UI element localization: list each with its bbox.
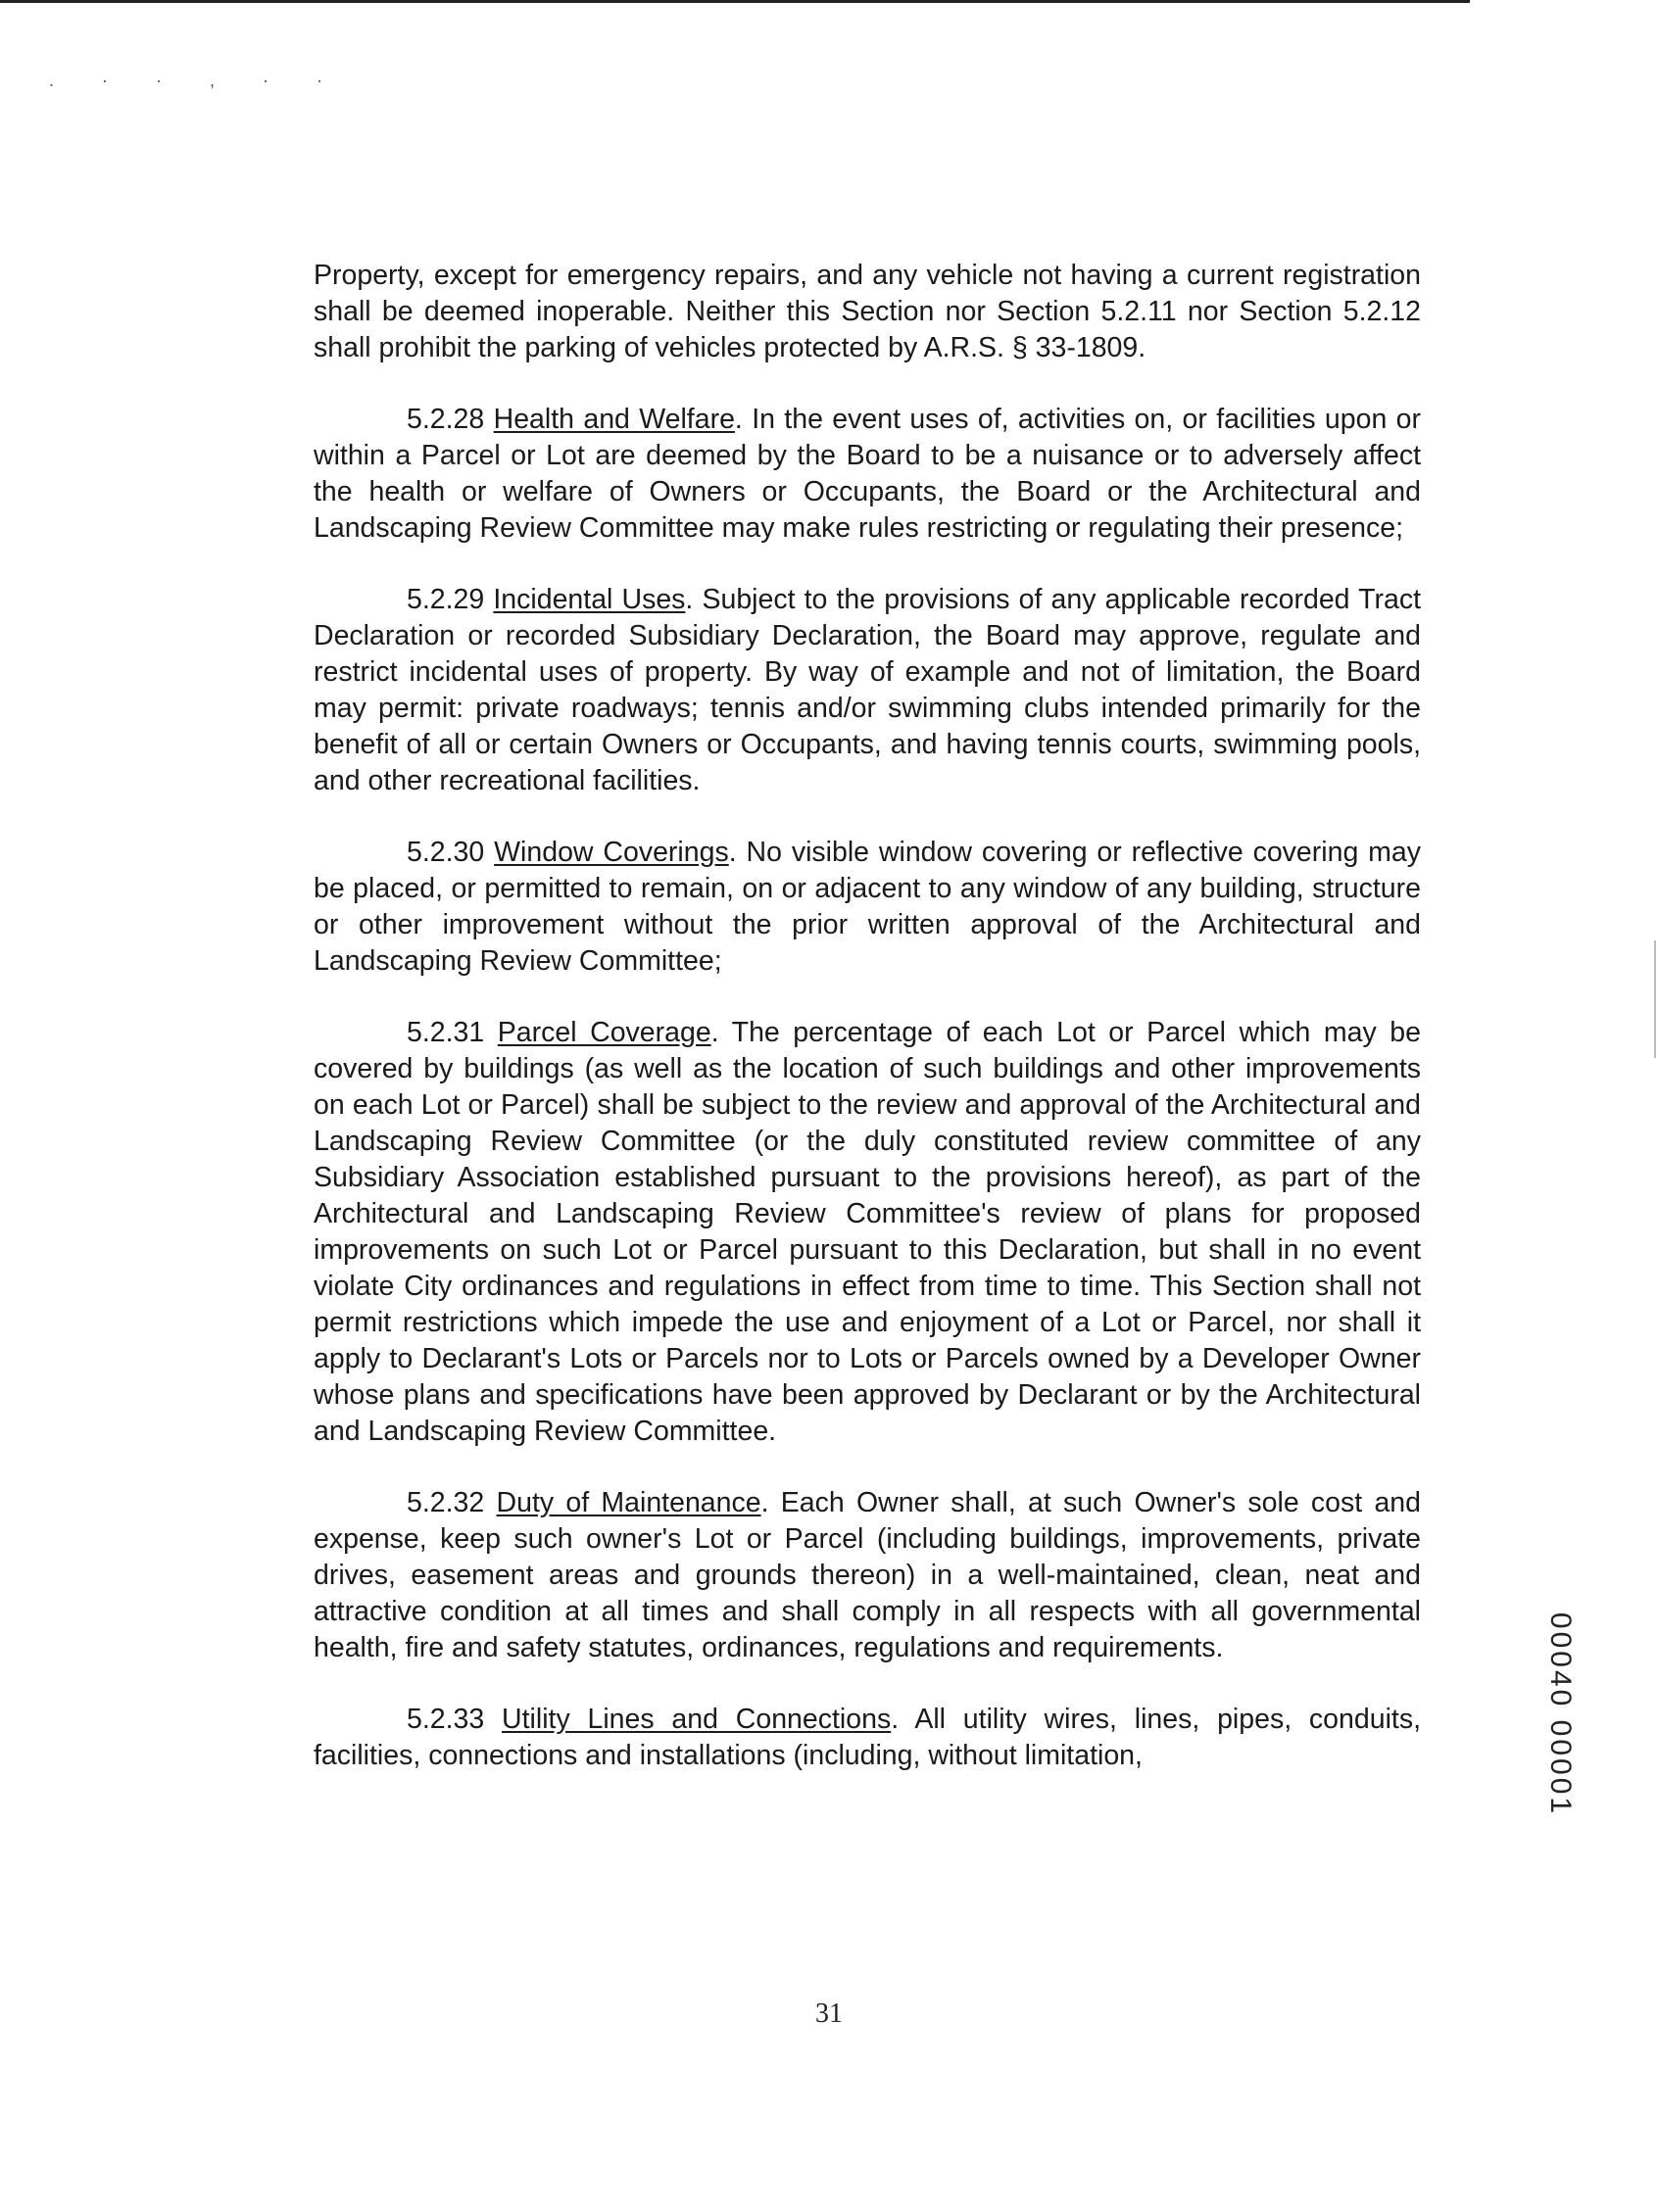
section-number: 5.2.28	[407, 404, 485, 435]
section-heading: Incidental Uses	[493, 584, 686, 615]
section-number: 5.2.31	[407, 1017, 485, 1048]
section-body: Each Owner shall, at such Owner's sole cost and expense, keep such owner's Lot or Parcel (including buildings, improvements, private drives, easement areas and grounds thereon) in a well-maintained, clean, neat and attractive condition at all times and shall comply in all respects with all governmental health, fire and safety statutes, ordinances, regulations and requirements.	[314, 1487, 1422, 1663]
page-number: 31	[815, 1998, 843, 2029]
scan-noise-marks: . · · , · ·	[49, 71, 344, 90]
section-heading: Parcel Coverage	[497, 1017, 711, 1048]
section-number: 5.2.29	[407, 584, 485, 615]
section-body: Subject to the provisions of any applicable recorded Tract Declaration or recorded Subsidiary Declaration, the Board may approve, regulate and restrict incidental uses of property. By way of example and not of limitation, the Board may permit: private roadways; tennis and/or swimming clubs intended primarily for the benefit of all or certain Owners or Occupants, and having tennis courts, swimming pools, and other recreational facilities.	[314, 584, 1421, 796]
section-heading: Duty of Maintenance	[496, 1487, 761, 1518]
scan-right-edge-mark	[1654, 940, 1656, 1058]
opening-paragraph: Property, except for emergency repairs, and any vehicle not having a current registration shall be deemed inoperable. Neither this Section nor Section 5.2.11 nor Section 5.2.12 shall prohibit the parking of vehicles protected by A.R.S. § 33-1809.	[314, 260, 1421, 363]
section-number: 5.2.32	[407, 1487, 485, 1518]
section-heading: Utility Lines and Connections	[502, 1704, 892, 1735]
recording-stamp	[1540, 1582, 1580, 1847]
section-body: In the event uses of, activities on, or facilities upon or within a Parcel or Lot are deemed by the Board to be a nuisance or to adversely affect the health or welfare of Owners or Occupants, the Board or the Architectural and Landscaping Review Committee may make rules restricting or regulating their presence;	[314, 404, 1421, 544]
section-5-2-28: 5.2.28 Health and Welfare. In the event uses of, activities on, or facilities upon or within a Parcel or Lot are deemed by the Board to be a nuisance or to adversely affect the health or welfare of Owners or Occupants, the Board or the Architectural and Landscaping Review Committee may make rules restricting or regulating their presence;	[314, 404, 1421, 544]
recording-stamp-text: 00040 00001	[1544, 1611, 1577, 1817]
section-5-2-30: 5.2.30 Window Coverings. No visible window covering or reflective covering may be placed, or permitted to remain, on or adjacent to any window of any building, structure or other improvement without the prior written approval of the Architectural and Landscaping Review Committee;	[314, 837, 1422, 977]
document-body	[314, 258, 1421, 1809]
section-body: All utility wires, lines, pipes, conduits, facilities, connections and installations (including, without limitation,	[314, 1704, 1421, 1771]
section-number: 5.2.30	[407, 837, 485, 868]
section-body: The percentage of each Lot or Parcel which may be covered by buildings (as well as the location of such buildings and other improvements on each Lot or Parcel) shall be subject to the review and approval of the Architectural and Landscaping Review Committee (or the duly constituted review committee of any Subsidiary Association established pursuant to the provisions hereof), as part of the Architectural and Landscaping Review Committee's review of plans for proposed improvements on such Lot or Parcel pursuant to this Declaration, but shall in no event violate City ordinances and regulations in effect from time to time. This Section shall not permit restrictions which impede the use and enjoyment of a Lot or Parcel, nor shall it apply to Declarant's Lots or Parcels nor to Lots or Parcels owned by a Developer Owner whose plans and specifications have been approved by Declarant or by the Architectural and Landscaping Review Committee.	[314, 1017, 1421, 1447]
section-heading: Health and Welfare	[493, 404, 735, 435]
section-number: 5.2.33	[407, 1704, 485, 1735]
scan-top-border	[0, 0, 1470, 3]
section-5-2-33: 5.2.33 Utility Lines and Connections. All utility wires, lines, pipes, conduits, facilities, connections and installations (including, without limitation,	[314, 1704, 1421, 1771]
section-heading: Window Coverings	[494, 837, 729, 868]
section-body: No visible window covering or reflective covering may be placed, or permitted to remain, on or adjacent to any window of any building, structure or other improvement without the prior written approval of the Architectural and Landscaping Review Committee;	[314, 837, 1422, 977]
section-5-2-31: 5.2.31 Parcel Coverage. The percentage of each Lot or Parcel which may be covered by buildings (as well as the location of such buildings and other improvements on each Lot or Parcel) shall be subject to the review and approval of the Architectural and Landscaping Review Committee (or the duly constituted review committee of any Subsidiary Association established pursuant to the provisions hereof), as part of the Architectural and Landscaping Review Committee's review of plans for proposed improvements on such Lot or Parcel pursuant to this Declaration, but shall in no event violate City ordinances and regulations in effect from time to time. This Section shall not permit restrictions which impede the use and enjoyment of a Lot or Parcel, nor shall it apply to Declarant's Lots or Parcels nor to Lots or Parcels owned by a Developer Owner whose plans and specifications have been approved by Declarant or by the Architectural and Landscaping Review Committee.	[314, 1017, 1421, 1447]
section-5-2-32: 5.2.32 Duty of Maintenance. Each Owner shall, at such Owner's sole cost and expense, keep such owner's Lot or Parcel (including buildings, improvements, private drives, easement areas and grounds thereon) in a well-maintained, clean, neat and attractive condition at all times and shall comply in all respects with all governmental health, fire and safety statutes, ordinances, regulations and requirements.	[314, 1487, 1422, 1663]
section-5-2-29: 5.2.29 Incidental Uses. Subject to the provisions of any applicable recorded Tract Declaration or recorded Subsidiary Declaration, the Board may approve, regulate and restrict incidental uses of property. By way of example and not of limitation, the Board may permit: private roadways; tennis and/or swimming clubs intended primarily for the benefit of all or certain Owners or Occupants, and having tennis courts, swimming pools, and other recreational facilities.	[314, 584, 1421, 796]
